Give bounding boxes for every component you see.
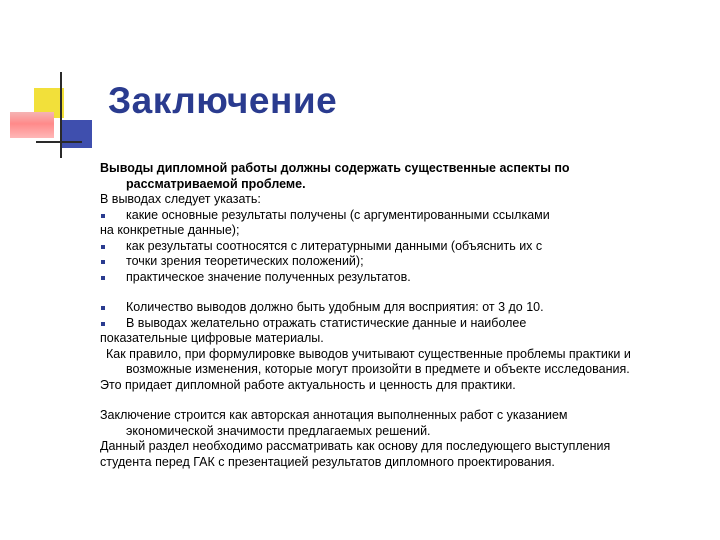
- paragraph-line: возможные изменения, которые могут произойти в предмете и объекте исследования.: [126, 362, 630, 376]
- bullet-square-icon: [101, 214, 105, 218]
- spacer: [100, 393, 700, 408]
- decor-blue-square: [62, 120, 92, 148]
- list-item-text: В выводах желательно отражать статистические данные и наиболее: [126, 315, 527, 330]
- intro-text-line-2: рассматриваемой проблеме.: [126, 176, 306, 191]
- bullet-square-icon: [101, 322, 105, 326]
- list-item-text: Количество выводов должно быть удобным для восприятия: от 3 до 10.: [126, 300, 544, 314]
- lead-text: В выводах следует указать:: [100, 192, 261, 206]
- bullet-square-icon: [101, 245, 105, 249]
- list-item-text: практическое значение полученных результатов.: [126, 269, 411, 284]
- bullet-square-icon: [101, 276, 105, 280]
- paragraph-line: Данный раздел необходимо рассматривать как основу для последующего выступления: [100, 439, 611, 453]
- list-item-text: как результаты соотносятся с литературными данными (объяснить их с: [126, 238, 543, 253]
- paragraph-line: экономической значимости предлагаемых решений.: [126, 423, 431, 438]
- list-item-continuation: показательные цифровые материалы.: [100, 331, 324, 345]
- paragraph-line: Заключение строится как авторская аннотация выполненных работ с указанием: [100, 408, 568, 422]
- list-item-continuation: на конкретные данные);: [100, 223, 240, 237]
- paragraph-line: Как правило, при формулировке выводов учитывают существенные проблемы практики и: [106, 346, 631, 361]
- slide-body: [100, 161, 700, 470]
- list-item-text: какие основные результаты получены (с аргументированными ссылками: [126, 207, 550, 222]
- spacer: [100, 285, 700, 300]
- paragraph-line: студента перед ГАК с презентацией результатов дипломного проектирования.: [100, 454, 555, 469]
- slide-title: Заключение: [108, 80, 338, 121]
- decor-horizontal-line: [36, 141, 82, 143]
- list-item: [100, 239, 700, 255]
- paragraph-line: Это придает дипломной работе актуальность и ценность для практики.: [100, 377, 516, 392]
- bullet-square-icon: [101, 260, 105, 264]
- list-item: [100, 270, 700, 286]
- list-item: [100, 254, 700, 270]
- decor-vertical-line: [60, 72, 62, 158]
- intro-text-line-1: Выводы дипломной работы должны содержать существенные аспекты по: [100, 161, 570, 175]
- bullet-square-icon: [101, 306, 105, 310]
- list-item: [100, 316, 700, 332]
- list-item: [100, 300, 700, 316]
- list-item-text: точки зрения теоретических положений);: [126, 254, 364, 268]
- decor-red-bar: [10, 112, 54, 138]
- list-item: [100, 208, 700, 224]
